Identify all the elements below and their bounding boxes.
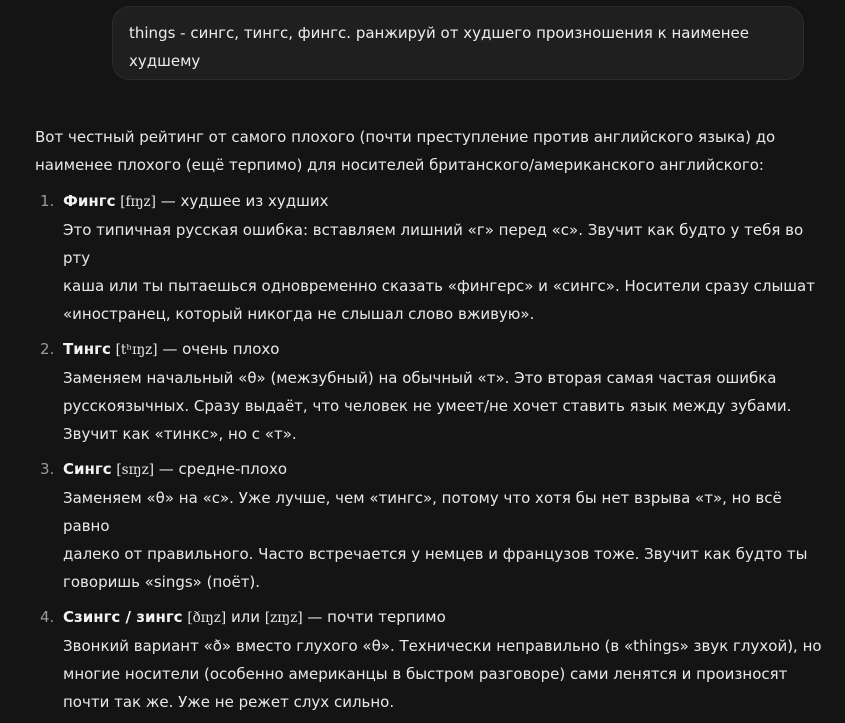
item-desc-line: Звонкий вариант «ð» вместо глухого «θ». Технически неправильно (в «things» звук глухой), но — [63, 637, 822, 655]
list-number: 2. — [40, 340, 55, 358]
item-title — [63, 603, 825, 632]
item-verdict: — средне-плохо — [158, 460, 287, 478]
item-or-text: или — [230, 608, 261, 626]
ranking-item — [35, 455, 825, 596]
item-desc-line: многие носители (особенно американцы в быстром разговоре) сами ленятся и произносят — [63, 665, 788, 683]
item-verdict: — очень плохо — [162, 340, 280, 358]
intro-line: Вот честный рейтинг от самого плохого (почти преступление против английского языка) до — [35, 128, 776, 146]
user-message-bubble — [112, 6, 804, 80]
intro-line: наименее плохого (ещё терпимо) для носителей британского/американского английского: — [35, 156, 764, 174]
item-desc-line: Звучит как «тинкс», но с «т». — [63, 425, 297, 443]
item-ipa-alt: [zɪŋz] — [264, 610, 303, 626]
item-ipa: [ðɪŋz] — [187, 610, 227, 626]
list-number: 4. — [40, 608, 55, 626]
item-title — [63, 455, 825, 484]
user-message-line: things - сингс, тингс, фингс. ранжируй от худшего произношения к наименее — [129, 24, 750, 42]
item-desc-line: говоришь «sings» (поёт). — [63, 573, 261, 591]
item-verdict: — почти терпимо — [307, 608, 446, 626]
item-name: Сзингс / зингс — [63, 608, 183, 626]
item-ipa: [sɪŋz] — [116, 462, 154, 478]
item-name: Тингс — [63, 340, 111, 358]
assistant-message — [35, 123, 825, 723]
item-name: Сингс — [63, 460, 112, 478]
ranking-item — [35, 187, 825, 328]
item-ipa: [fɪŋz] — [120, 194, 156, 210]
item-desc-line: Заменяем начальный «θ» (межзубный) на обычный «т». Это вторая самая частая ошибка — [63, 369, 777, 387]
item-verdict: — худшее из худших — [160, 192, 329, 210]
list-number: 1. — [40, 192, 55, 210]
item-desc-line: «иностранец, который никогда не слышал слово вживую». — [63, 305, 535, 323]
item-desc-line: почти так же. Уже не режет слух сильно. — [63, 693, 395, 711]
list-number: 3. — [40, 460, 55, 478]
assistant-intro — [35, 123, 825, 179]
item-title — [63, 187, 825, 216]
item-desc-line: Заменяем «θ» на «с». Уже лучше, чем «тингс», потому что хотя бы нет взрыва «т», но всё равно — [63, 489, 782, 535]
item-desc-line: русскоязычных. Сразу выдаёт, что человек не умеет/не хочет ставить язык между зубами. — [63, 397, 792, 415]
item-desc-line: Это типичная русская ошибка: вставляем лишний «г» перед «с». Звучит как будто у тебя во рту — [63, 221, 804, 267]
ranking-item — [35, 603, 825, 716]
ranking-item — [35, 335, 825, 448]
user-message-line: худшему — [129, 52, 201, 70]
item-title — [63, 335, 825, 364]
item-name: Фингс — [63, 192, 116, 210]
item-ipa: [tʰɪŋz] — [115, 342, 158, 358]
item-desc-line: каша или ты пытаешься одновременно сказать «фингерс» и «сингс». Носители сразу слышат — [63, 277, 815, 295]
item-desc-line: далеко от правильного. Часто встречается у немцев и французов тоже. Звучит как будто ты — [63, 545, 808, 563]
